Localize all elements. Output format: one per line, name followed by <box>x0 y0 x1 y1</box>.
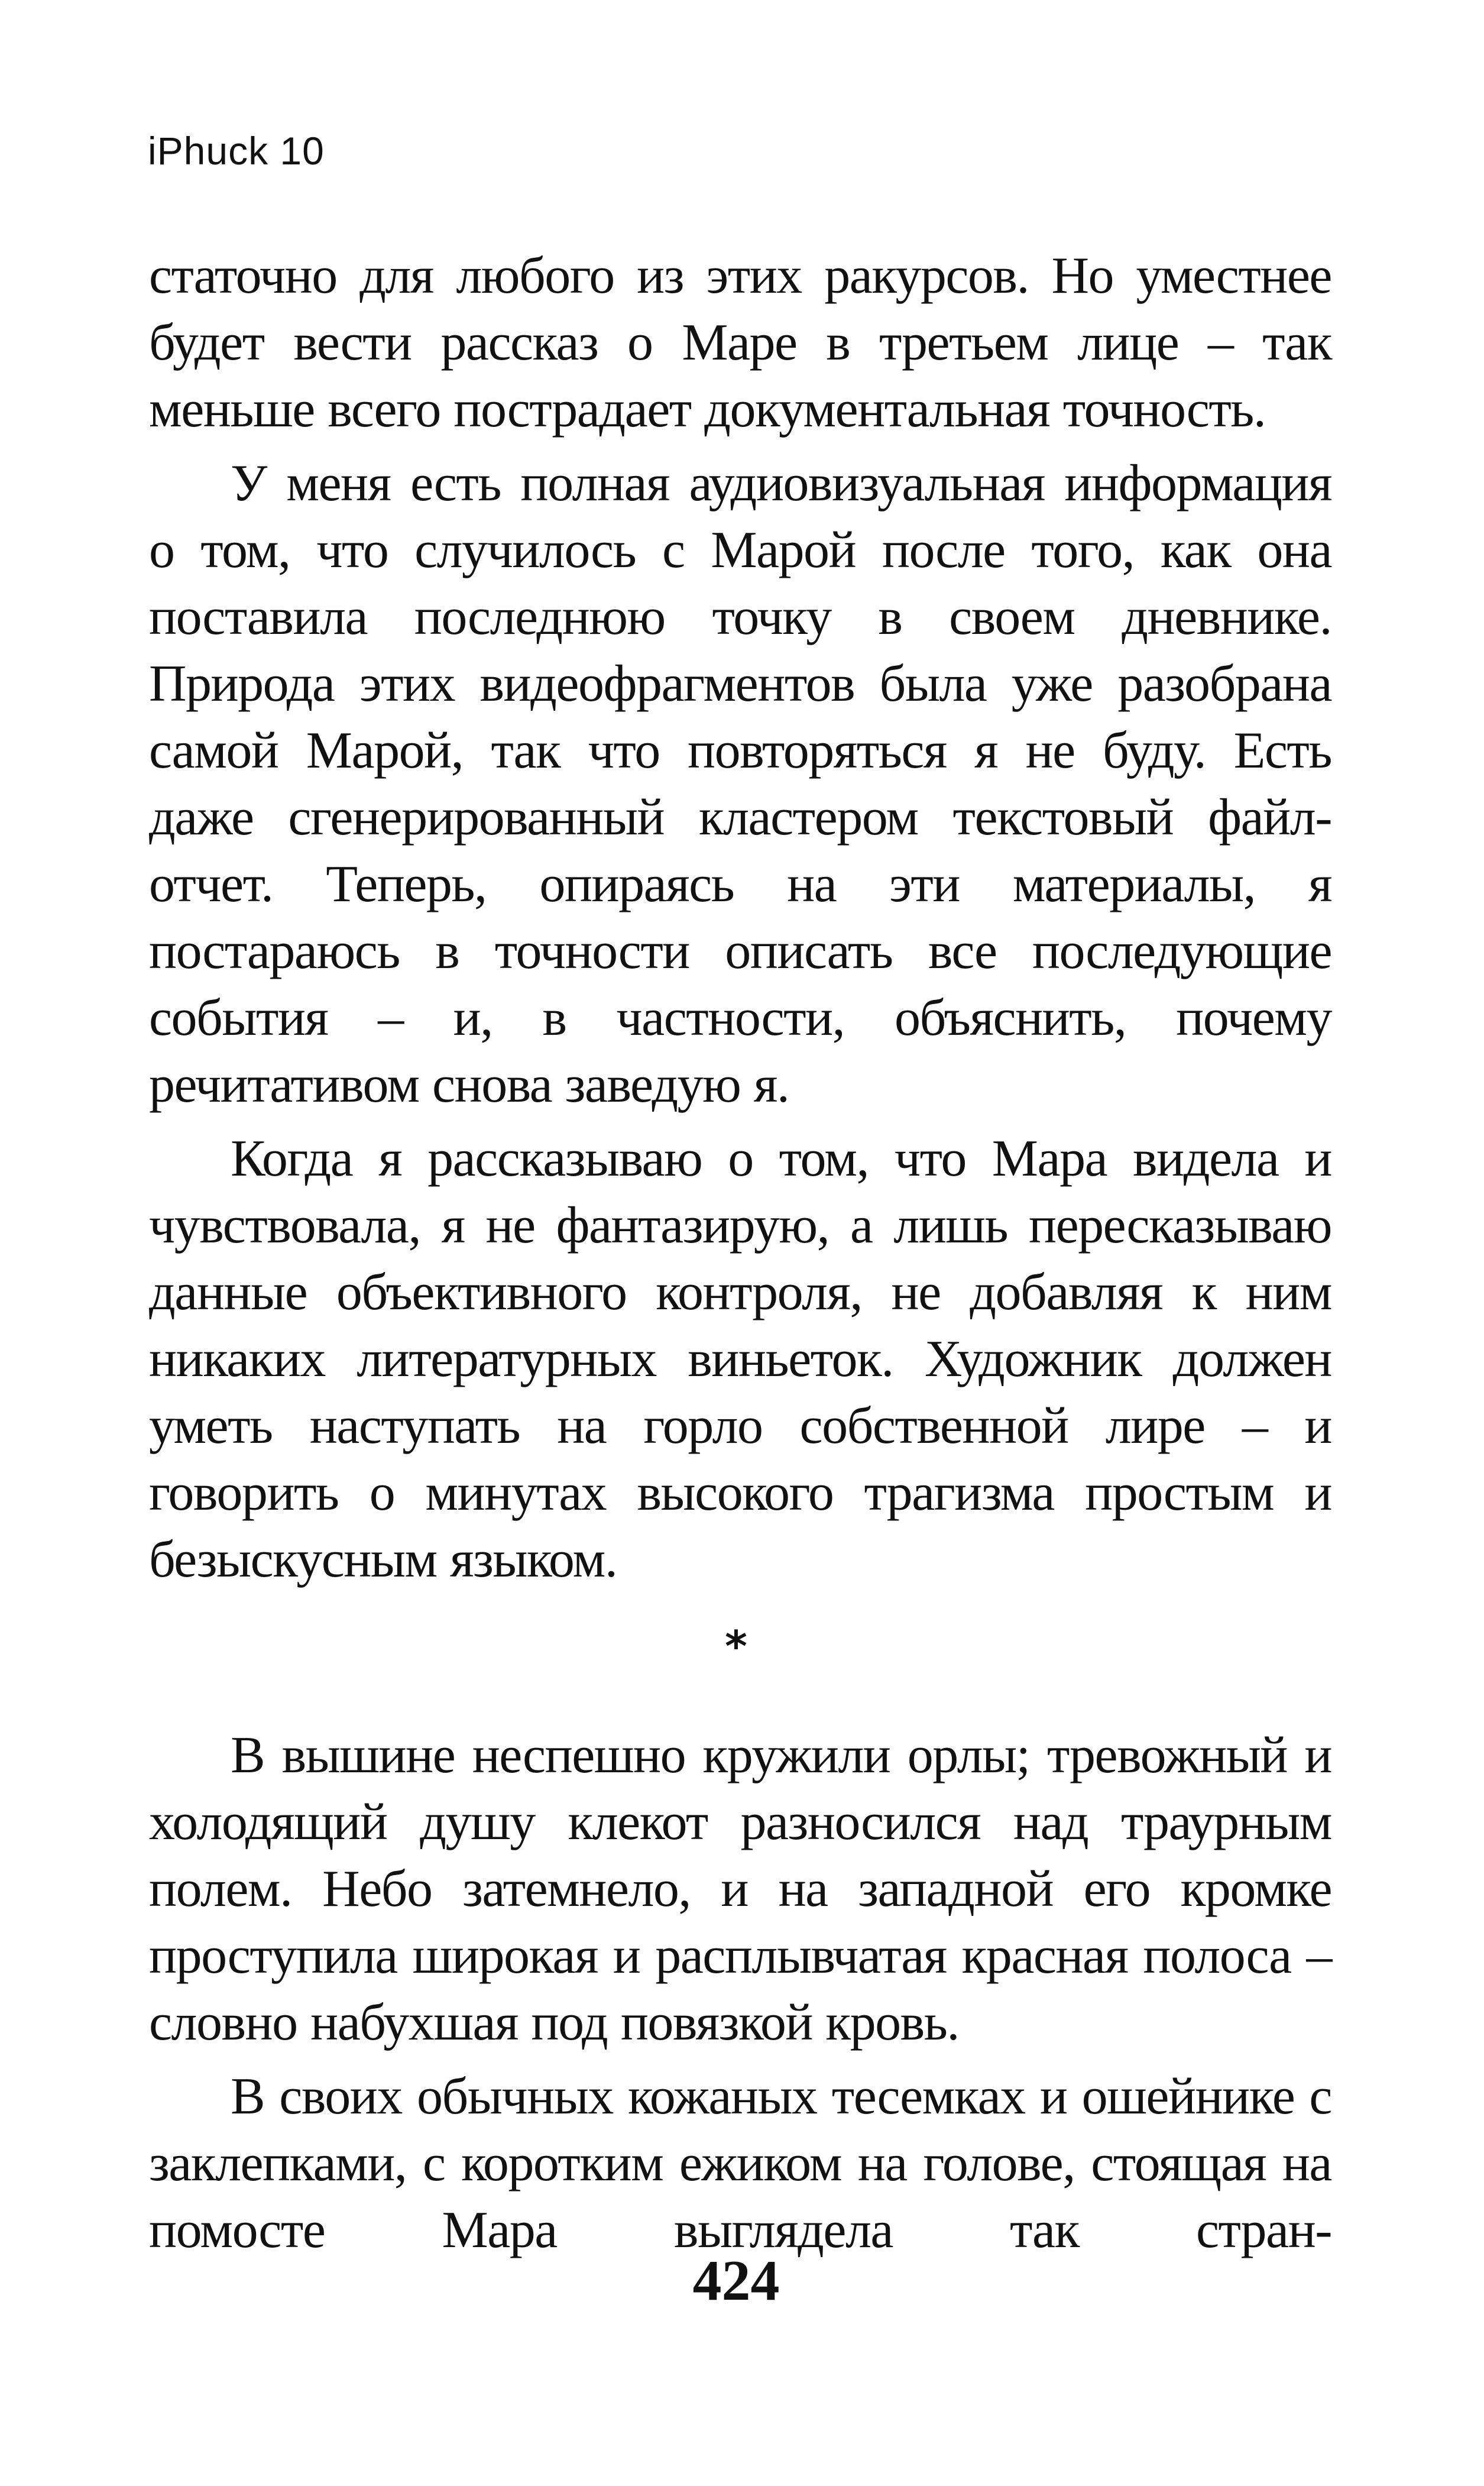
section-separator <box>0 1621 1484 1671</box>
page-number: 424 <box>692 2249 780 2313</box>
running-head: iPhuck 10 <box>148 129 325 173</box>
paragraph: статочно для любого из этих ракурсов. Но уместнее будет вести рассказ о Маре в третьем лице – так меньше всего пострадает документальная точность. <box>149 247 1331 438</box>
paragraph: Когда я рассказываю о том, что Мара видела и чувствовала, я не фантазирую, а лишь пересказываю данные объективного контроля, не добавляя к ним никаких литературных виньеток. Художник должен уметь наступать на горло собственной лире – и говорить о минутах высокого трагизма простым и безыскусным языком. <box>149 1130 1331 1588</box>
text-block-bottom <box>149 1722 1331 2264</box>
paragraph: У меня есть полная аудиовизуальная информация о том, что случилось с Марой после того, как она поставила последнюю точку в своем дневнике. Природа этих видеофрагментов была уже разобрана самой Марой, так что повторяться я не буду. Есть даже сгенерированный кластером текстовый файл-отчет. Теперь, опираясь на эти материалы, я постараюсь в точности описать все последующие события – и, в частности, объяснить, почему речитативом снова заведую я. <box>149 455 1331 1113</box>
asterisk: * <box>725 1621 747 1671</box>
text-block-top <box>149 242 1331 1593</box>
page-number-footer <box>0 2249 1484 2313</box>
paragraph: В своих обычных кожаных тесемках и ошейнике с заклепками, с коротким ежиком на голове, стоящая на помосте Мара выглядела так стран- <box>149 2068 1331 2259</box>
paragraph: В вышине неспешно кружили орлы; тревожный и холодящий душу клекот разносился над траурным полем. Небо затемнело, и на западной его кромке проступила широкая и расплывчатая красная полоса – словно набухшая под повязкой кровь. <box>149 1727 1331 2051</box>
